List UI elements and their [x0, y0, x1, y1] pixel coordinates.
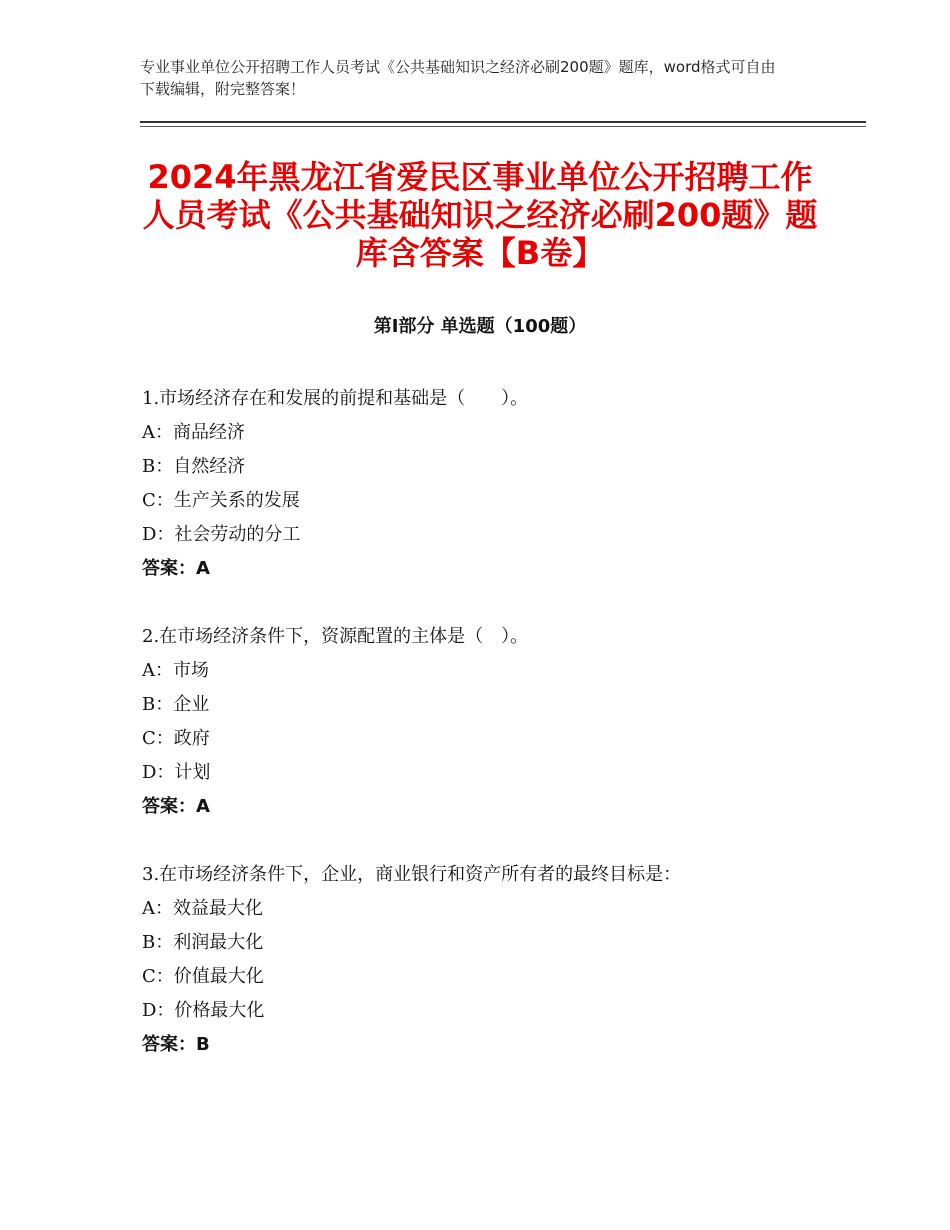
- question-stem: 1.市场经济存在和发展的前提和基础是（ ）。: [142, 388, 529, 409]
- section-heading: 第I部分 单选题（100题）: [373, 316, 587, 337]
- header-note: 专业事业单位公开招聘工作人员考试《公共基础知识之经济必刷200题》题库，word格式可自由下载编辑，附完整答案！: [140, 58, 776, 98]
- question-stem: 2.在市场经济条件下，资源配置的主体是（ ）。: [142, 626, 529, 647]
- question-stem: 3.在市场经济条件下，企业，商业银行和资产所有者的最终目标是：: [142, 864, 682, 885]
- header-rule-thick: [140, 121, 866, 123]
- answer-label: 答案：: [142, 1034, 196, 1055]
- answer-value: B: [196, 1034, 210, 1055]
- question-2: [142, 620, 862, 824]
- answer-label: 答案：: [142, 558, 196, 579]
- answer-line: [142, 790, 862, 824]
- option-d: D：价格最大化: [142, 1000, 265, 1021]
- option-a: A：效益最大化: [142, 898, 263, 919]
- answer-label: 答案：: [142, 796, 196, 817]
- answer-value: A: [196, 796, 210, 817]
- option-a: A：商品经济: [142, 422, 245, 443]
- option-c: C：生产关系的发展: [142, 490, 300, 511]
- question-3: [142, 858, 862, 1062]
- option-d: D：社会劳动的分工: [142, 524, 301, 545]
- option-c: C：价值最大化: [142, 966, 264, 987]
- header-rule-thin: [140, 126, 866, 127]
- option-a: A：市场: [142, 660, 209, 681]
- option-b: B：企业: [142, 694, 210, 715]
- question-1: [142, 382, 862, 586]
- option-c: C：政府: [142, 728, 210, 749]
- answer-value: A: [196, 558, 210, 579]
- question-list: [142, 382, 862, 1096]
- option-b: B：利润最大化: [142, 932, 264, 953]
- answer-line: [142, 552, 862, 586]
- option-d: D：计划: [142, 762, 211, 783]
- document-title: 2024年黑龙江省爱民区事业单位公开招聘工作人员考试《公共基础知识之经济必刷200题》题库含答案【B卷】: [142, 158, 818, 272]
- answer-line: [142, 1028, 862, 1062]
- option-b: B：自然经济: [142, 456, 246, 477]
